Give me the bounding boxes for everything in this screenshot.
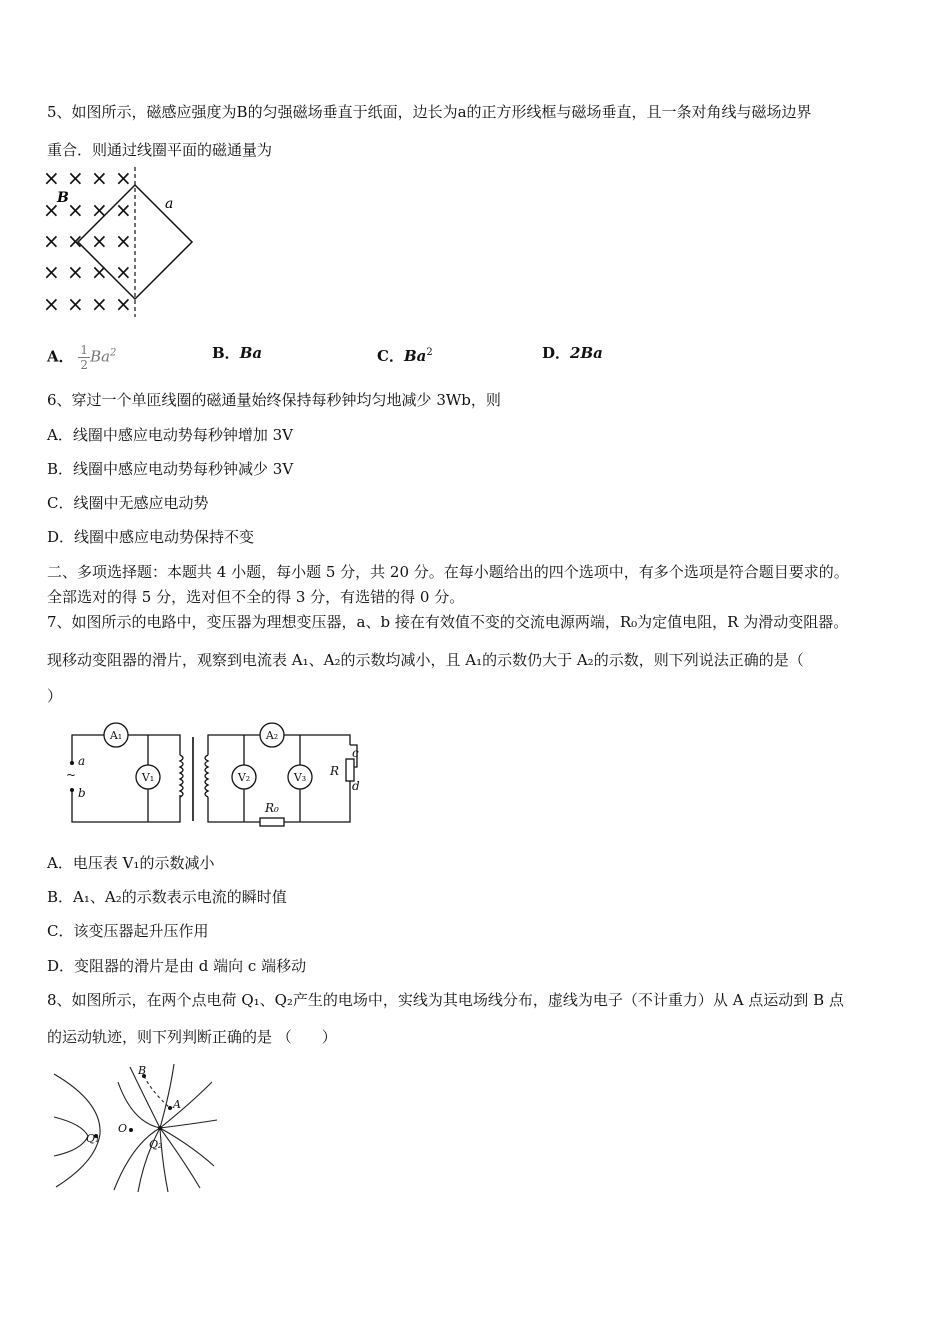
- label-A: A: [173, 1098, 181, 1111]
- option-c-exponent: 2: [426, 347, 433, 358]
- q7-stem-line1: 7、如图所示的电路中，变压器为理想变压器，a、b 接在有效值不变的交流电源两端，R₀为定值电阻，R 为滑动变阻器。: [47, 613, 849, 631]
- label-O: O: [118, 1122, 128, 1135]
- option-d-text: 2Ba: [570, 344, 603, 362]
- q7-stem-line3: ）: [47, 687, 63, 705]
- q5-stem-line1: 5、如图所示，磁感应强度为B的匀强磁场垂直于纸面，边长为a的正方形线框与磁场垂直，且一条对角线与磁场边界: [47, 103, 812, 121]
- label-R: R: [330, 764, 340, 778]
- section2-instructions-line2: 全部选对的得 5 分，选对但不全的得 3 分，有选错的得 0 分。: [47, 588, 465, 606]
- q5-option-d: [542, 343, 603, 363]
- option-a-text: Ba: [90, 347, 111, 366]
- label-A2: A₂: [265, 729, 279, 742]
- cross: ×: [115, 292, 132, 316]
- fraction-one-half: [78, 343, 90, 372]
- cross: ×: [43, 229, 60, 253]
- q7-option-b: B．A₁、A₂的示数表示电流的瞬时值: [47, 888, 287, 906]
- q6-option-a: A．线圈中感应电动势每秒钟增加 3V: [47, 426, 293, 444]
- q8-stem-line2: 的运动轨迹，则下列判断正确的是 （ ）: [47, 1028, 337, 1046]
- q8-stem-line1: 8、如图所示，在两个点电荷 Q₁、Q₂产生的电场中，实线为其电场线分布，虚线为电子（不计重力）从 A 点运动到 B 点: [47, 991, 844, 1009]
- terminal-a: [70, 761, 74, 765]
- cross: ×: [43, 260, 60, 284]
- point-O: [129, 1128, 133, 1132]
- cross: ×: [67, 229, 84, 253]
- option-a-prefix: A．: [47, 347, 74, 366]
- cross: ×: [115, 229, 132, 253]
- q6-option-c: C．线圈中无感应电动势: [47, 494, 209, 512]
- option-d-prefix: D．: [542, 344, 571, 362]
- terminal-b: [70, 788, 74, 792]
- q5-option-b: [212, 343, 262, 363]
- label-tilde: ~: [66, 768, 77, 782]
- option-b-text: Ba: [239, 344, 263, 362]
- option-b-prefix: B．: [212, 344, 240, 362]
- label-a: a: [78, 754, 86, 768]
- fraction-denominator: 2: [80, 358, 89, 372]
- q7-option-c: C．该变压器起升压作用: [47, 922, 209, 940]
- resistor-R0: [260, 818, 284, 826]
- cross: ×: [115, 198, 132, 222]
- label-b: b: [78, 786, 86, 800]
- q7-figure-transformer-circuit: [60, 715, 360, 830]
- q5-stem-line2: 重合．则通过线圈平面的磁通量为: [47, 141, 273, 159]
- charge-Q2: [158, 1126, 162, 1130]
- label-B: B: [138, 1064, 147, 1077]
- section2-instructions-line1: 二、多项选择题：本题共 4 小题，每小题 5 分，共 20 分。在每小题给出的四个选项中，有多个选项是符合题目要求的。: [47, 563, 849, 581]
- label-V2: V₂: [237, 771, 251, 784]
- option-c-text: Ba: [403, 347, 427, 365]
- q7-option-d: D．变阻器的滑片是由 d 端向 c 端移动: [47, 957, 307, 975]
- cross: ×: [115, 260, 132, 284]
- cross: ×: [67, 292, 84, 316]
- label-R0: R₀: [265, 801, 279, 815]
- point-A: [168, 1106, 172, 1110]
- q5-figure-magnetic-field: [40, 165, 210, 325]
- cross: ×: [67, 260, 84, 284]
- field-lines: [54, 1064, 217, 1192]
- label-c: c: [352, 746, 359, 760]
- label-V3: V₃: [293, 771, 307, 784]
- q5-option-c: [377, 343, 433, 366]
- cross: ×: [43, 166, 60, 190]
- cross: ×: [67, 166, 84, 190]
- label-d: d: [352, 779, 360, 793]
- q6-option-d: D．线圈中感应电动势保持不变: [47, 528, 255, 546]
- cross: ×: [91, 166, 108, 190]
- cross: ×: [43, 292, 60, 316]
- option-c-prefix: C．: [377, 347, 404, 365]
- cross: ×: [43, 198, 60, 222]
- label-A1: A₁: [109, 729, 123, 742]
- fraction-numerator: 1: [80, 343, 89, 357]
- label-V1: V₁: [141, 771, 155, 784]
- label-Q1: Q₁: [86, 1132, 100, 1145]
- label-B: B: [57, 190, 69, 206]
- q7-option-a: A．电压表 V₁的示数减小: [47, 854, 215, 872]
- cross: ×: [67, 198, 84, 222]
- option-a-exponent: 2: [110, 347, 117, 359]
- q5-option-a: [47, 343, 116, 372]
- cross: ×: [91, 198, 108, 222]
- cross: ×: [115, 166, 132, 190]
- q7-stem-line2: 现移动变阻器的滑片，观察到电流表 A₁、A₂的示数均减小，且 A₁的示数仍大于 A₂的示数，则下列说法正确的是（: [47, 651, 804, 669]
- wire: [72, 735, 104, 763]
- q6-option-b: B．线圈中感应电动势每秒钟减少 3V: [47, 460, 294, 478]
- q6-stem: 6、穿过一个单匝线圈的磁通量始终保持每秒钟均匀地减少 3Wb，则: [47, 391, 501, 409]
- cross: ×: [91, 260, 108, 284]
- cross: ×: [91, 229, 108, 253]
- label-Q2: Q₂: [149, 1138, 163, 1151]
- q8-figure-electric-field: [52, 1062, 222, 1194]
- rheostat-R: [346, 759, 354, 781]
- cross: ×: [91, 292, 108, 316]
- field-crosses: [43, 166, 132, 316]
- label-a: a: [165, 196, 174, 212]
